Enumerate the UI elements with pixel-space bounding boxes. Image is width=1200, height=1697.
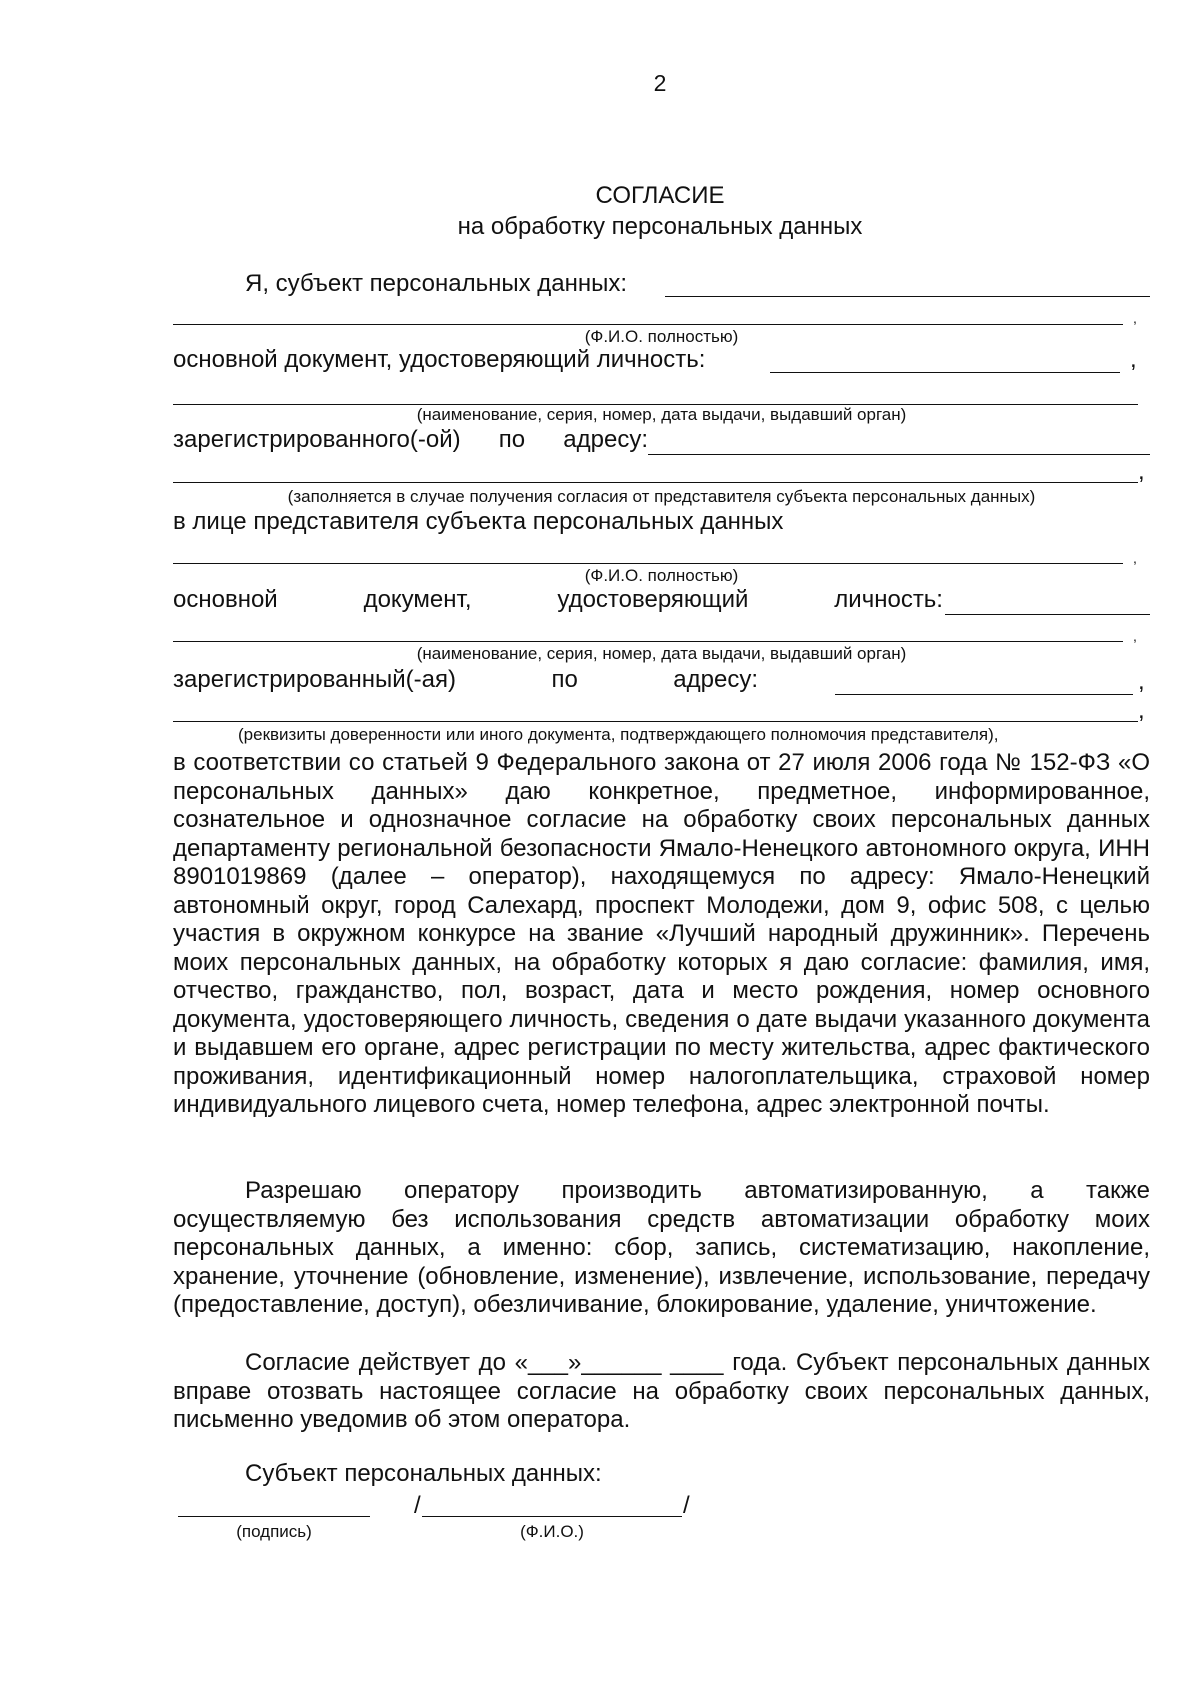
signature-fio-caption: (Ф.И.О.) — [520, 1522, 584, 1541]
address-word: по — [551, 666, 578, 693]
doc-word: документ, — [363, 586, 472, 613]
address-word: зарегистрированного(-ой) — [173, 426, 461, 453]
representative-doc-field[interactable] — [945, 588, 1150, 615]
signature-field[interactable] — [178, 1490, 370, 1517]
slash-mark: / — [414, 1492, 421, 1519]
subject-address-field[interactable] — [648, 428, 1150, 455]
subject-address-field-continued[interactable] — [173, 456, 1138, 483]
consent-paragraph-validity — [173, 1349, 1150, 1435]
doc-word: основной — [173, 586, 278, 613]
consent-paragraph-processing — [173, 1177, 1150, 1320]
subject-name-field-continued[interactable] — [173, 298, 1123, 325]
signature-fio-field[interactable] — [422, 1490, 682, 1517]
address-word: зарегистрированный(-ая) — [173, 666, 456, 693]
subject-doc-field-continued[interactable] — [173, 378, 1138, 405]
processing-text: Разрешаю оператору производить автоматизированную, а также осуществляемую без использования средств автоматизации обработку моих персональных данных, а именно: сбор, запись, систематизацию, накопление, хранение, уточнение (обновление, изменение), извлечение, использование, передачу (предоставление, доступ), обезличивание, блокирование, удаление, уничтожение. — [173, 1177, 1150, 1318]
representative-name-field[interactable] — [173, 537, 1123, 564]
comma-mark: , — [1130, 346, 1137, 373]
comma-mark: , — [1138, 458, 1145, 485]
representative-address-field-continued[interactable] — [173, 695, 1138, 722]
representative-address-field[interactable] — [835, 668, 1133, 695]
comma-mark: , — [1133, 550, 1137, 566]
subject-doc-label: основной документ, удостоверяющий личность: — [173, 346, 706, 373]
comma-mark: , — [1138, 697, 1145, 724]
representative-note-caption: (заполняется в случае получения согласия от представителя субъекта персональных данных) — [287, 487, 1036, 506]
comma-mark: , — [1133, 628, 1137, 644]
comma-mark: , — [1133, 310, 1137, 326]
signature-label: Субъект персональных данных: — [245, 1460, 602, 1487]
document-subtitle: на обработку персональных данных — [457, 213, 863, 240]
representative-label: в лице представителя субъекта персональных данных — [173, 508, 784, 535]
page-number: 2 — [653, 70, 667, 96]
subject-doc-field[interactable] — [770, 346, 1120, 373]
representative-doc-field-continued[interactable] — [173, 615, 1123, 642]
representative-power-caption: (реквизиты доверенности или иного документа, подтверждающего полномочия представителя), — [238, 725, 999, 744]
slash-mark: / — [683, 1492, 690, 1519]
subject-doc-caption: (наименование, серия, номер, дата выдачи, выдавший орган) — [416, 405, 907, 424]
doc-word: личность: — [834, 586, 943, 613]
address-word: по — [498, 426, 526, 453]
consent-paragraph-main: в соответствии со статьей 9 Федерального закона от 27 июля 2006 года № 152-ФЗ «О персональных данных» даю конкретное, предметное, информированное, сознательное и однозначное согласие на обработку своих персональных данных департаменту региональной безопасности Ямало-Ненецкого автономного округа, ИНН 8901019869 (далее – оператор), находящемуся по адресу: Ямало-Ненецкий автономный округ, город Салехард, проспект Молодежи, дом 9, офис 508, с целью участия в окружном конкурсе на звание «Лучший народный дружинник». Перечень моих персональных данных, на обработку которых я даю согласие: фамилия, имя, отчество, гражданство, пол, возраст, дата и место рождения, номер основного документа, удостоверяющего личность, сведения о дате выдачи указанного документа и выдавшем его органе, адрес регистрации по месту жительства, адрес фактического проживания, идентификационный номер налогоплательщика, страховой номер индивидуального лицевого счета, номер телефона, адрес электронной почты. — [173, 749, 1150, 1118]
comma-mark: , — [1138, 668, 1145, 695]
subject-label: Я, субъект персональных данных: — [245, 270, 628, 297]
representative-doc-caption: (наименование, серия, номер, дата выдачи, выдавший орган) — [416, 644, 907, 663]
document-title: СОГЛАСИЕ — [595, 182, 725, 209]
address-word: адресу: — [673, 666, 758, 693]
doc-word: удостоверяющий — [557, 586, 749, 613]
subject-address-label — [173, 426, 648, 454]
subject-name-field[interactable] — [665, 270, 1150, 297]
representative-address-label — [173, 666, 758, 694]
signature-caption: (подпись) — [236, 1522, 312, 1541]
subject-fio-caption: (Ф.И.О. полностью) — [584, 327, 739, 346]
representative-fio-caption: (Ф.И.О. полностью) — [584, 566, 739, 585]
validity-text: Согласие действует до «___»______ ____ года. Субъект персональных данных вправе отозвать настоящее согласие на обработку своих персональных данных, письменно уведомив об этом оператора. — [173, 1349, 1150, 1433]
address-word: адресу: — [563, 426, 648, 453]
representative-doc-label — [173, 586, 943, 614]
